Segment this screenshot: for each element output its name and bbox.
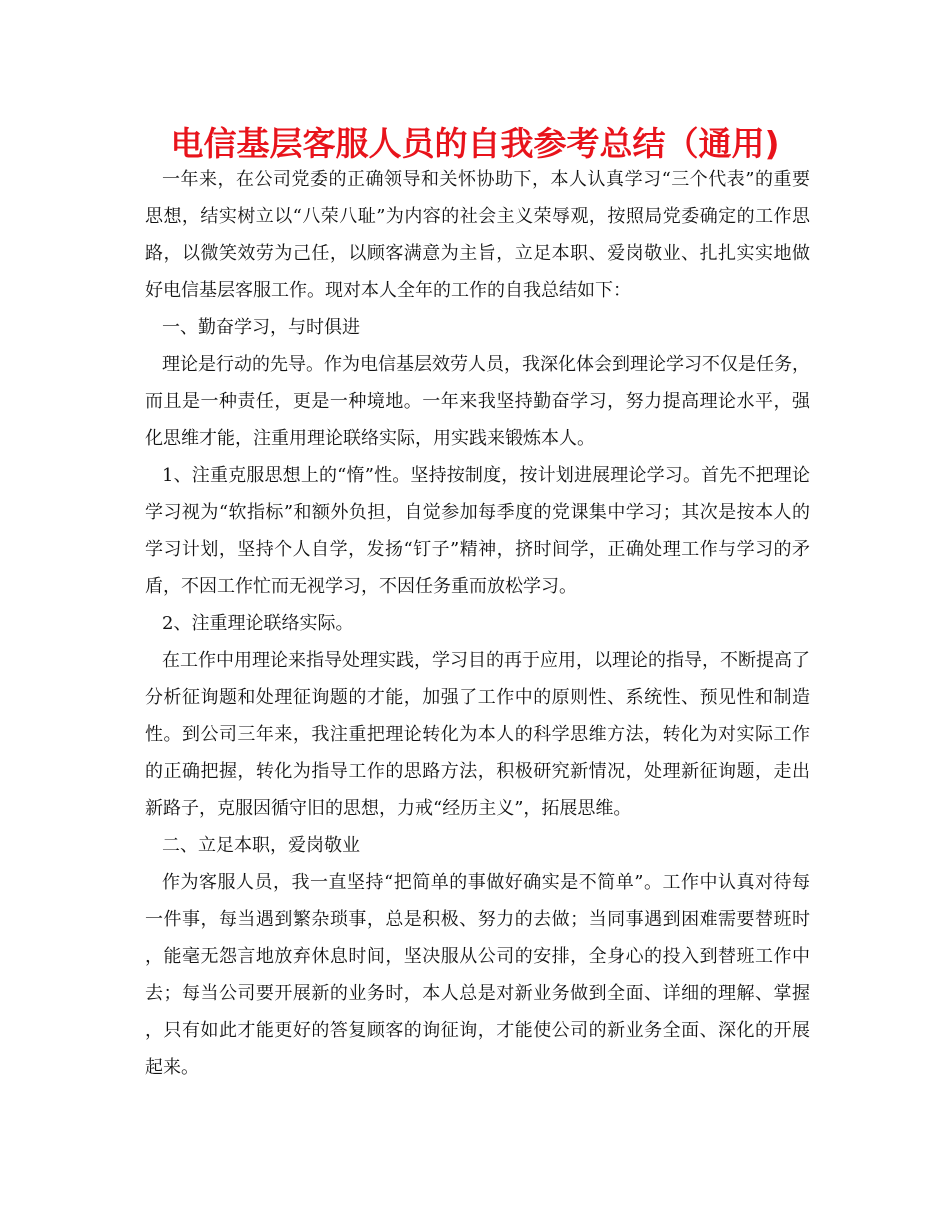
document-body (145, 161, 810, 1086)
section-heading-2: 二、立足本职，爱岗敬业 (162, 835, 360, 856)
paragraph-practice: 在工作中用理论来指导处理实践，学习目的再于应用，以理论的指导，不断提高了分析征询题和处理征询题的才能，加强了工作中的原则性、系统性、预见性和制造性。到公司三年来，我注重把理论转化为本人的科学思维方法，转化为对实际工作的正确把握，转化为指导工作的思路方法，积极研究新情况，处理新征询题，走出新路子，克服因循守旧的思想，力戒“经历主义”，拓展思维。 (145, 650, 810, 819)
paragraph-customer-service: 作为客服人员，我一直坚持“把简单的事做好确实是不简单”。工作中认真对待每一件事，每当遇到繁杂琐事，总是积极、努力的去做；当同事遇到困难需要替班时，能毫无怨言地放弃休息时间，坚决服从公司的安排，全身心的投入到替班工作中去；每当公司要开展新的业务时，本人总是对新业务做到全面、详细的理解、掌握，只有如此才能更好的答复顾客的询征询，才能使公司的新业务全面、深化的开展起来。 (145, 872, 810, 1078)
paragraph-intro: 一年来，在公司党委的正确领导和关怀协助下，本人认真学习“三个代表”的重要思想，结实树立以“八荣八耻”为内容的社会主义荣辱观，按照局党委确定的工作思路，以微笑效劳为己任，以顾客满意为主旨，立足本职、爱岗敬业、扎扎实实地做好电信基层客服工作。现对本人全年的工作的自我总结如下： (145, 169, 810, 301)
paragraph-point-2: 2、注重理论联络实际。 (162, 613, 354, 634)
paragraph-theory: 理论是行动的先导。作为电信基层效劳人员，我深化体会到理论学习不仅是任务，而且是一种责任，更是一种境地。一年来我坚持勤奋学习，努力提高理论水平，强化思维才能，注重用理论联络实际，用实践来锻炼本人。 (145, 354, 810, 449)
section-heading-1: 一、勤奋学习，与时俱进 (162, 317, 360, 338)
paragraph-point-1: 1、注重克服思想上的“惰”性。坚持按制度，按计划进展理论学习。首先不把理论学习视为“软指标”和额外负担，自觉参加每季度的党课集中学习；其次是按本人的学习计划，坚持个人自学，发扬“钉子”精神，挤时间学，正确处理工作与学习的矛盾，不因工作忙而无视学习，不因任务重而放松学习。 (145, 465, 810, 597)
document-title: 电信基层客服人员的自我参考总结（通用) (170, 124, 780, 163)
